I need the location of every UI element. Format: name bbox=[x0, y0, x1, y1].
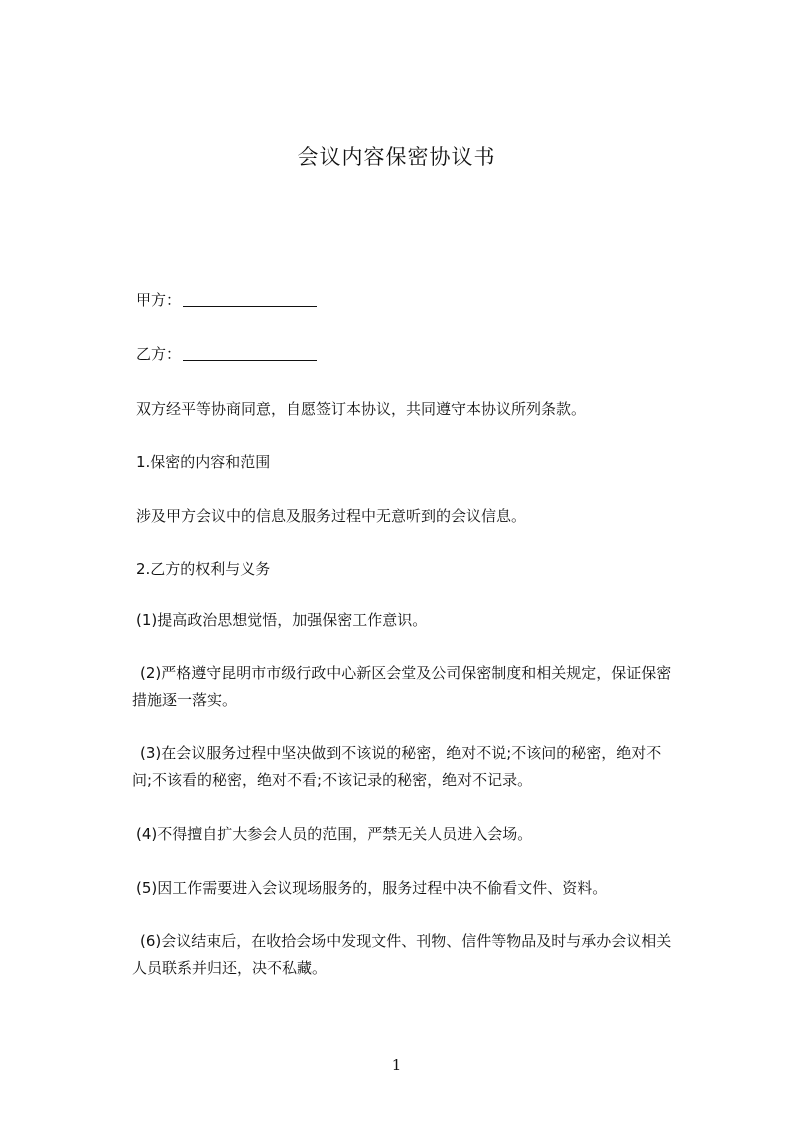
section-1-heading: 1.保密的内容和范围 bbox=[136, 453, 271, 471]
party-b-blank bbox=[183, 346, 317, 361]
item-1: (1)提高政治思想觉悟，加强保密工作意识。 bbox=[136, 611, 428, 629]
party-a-blank bbox=[183, 292, 317, 307]
document-title: 会议内容保密协议书 bbox=[297, 145, 496, 169]
party-a-label: 甲方： bbox=[136, 291, 182, 309]
item-6-line-1: (6)会议结束后，在收拾会场中发现文件、刊物、信件等物品及时与承办会议相关 bbox=[140, 932, 672, 950]
party-a-line bbox=[136, 287, 716, 313]
section-1-text: 涉及甲方会议中的信息及服务过程中无意听到的会议信息。 bbox=[136, 507, 527, 525]
item-2-line-2: 措施逐一落实。 bbox=[132, 691, 238, 709]
party-b-label: 乙方： bbox=[136, 345, 182, 363]
party-b-line bbox=[136, 341, 716, 367]
item-6-line-2: 人员联系并归还，决不私藏。 bbox=[132, 959, 328, 977]
item-3-line-1: (3)在会议服务过程中坚决做到不该说的秘密，绝对不说;不该问的秘密，绝对不 bbox=[140, 744, 662, 762]
item-3-line-2: 问;不该看的秘密，绝对不看;不该记录的秘密，绝对不记录。 bbox=[132, 771, 533, 789]
item-5: (5)因工作需要进入会议现场服务的，服务过程中决不偷看文件、资料。 bbox=[136, 879, 608, 897]
item-4: (4)不得擅自扩大参会人员的范围，严禁无关人员进入会场。 bbox=[136, 825, 533, 843]
item-3 bbox=[132, 740, 716, 794]
item-2 bbox=[132, 660, 716, 714]
intro-paragraph: 双方经平等协商同意，自愿签订本协议，共同遵守本协议所列条款。 bbox=[136, 400, 587, 418]
section-2-heading: 2.乙方的权利与义务 bbox=[136, 560, 271, 578]
item-2-line-1: (2)严格遵守昆明市市级行政中心新区会堂及公司保密制度和相关规定，保证保密 bbox=[140, 664, 672, 682]
page-number: 1 bbox=[391, 1056, 402, 1074]
item-6 bbox=[132, 928, 716, 982]
